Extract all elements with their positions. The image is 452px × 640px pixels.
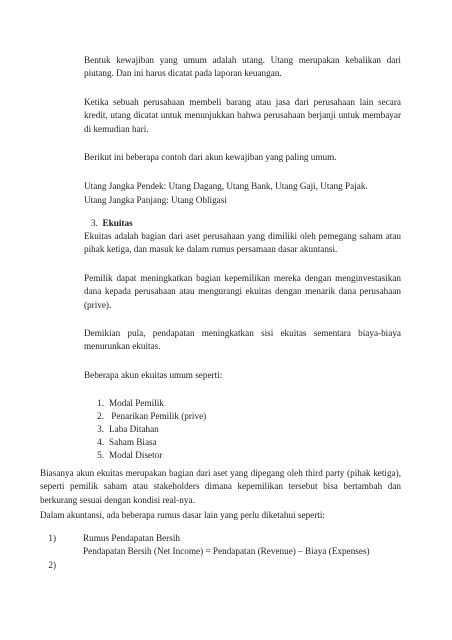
short-term-debt-line: Utang Jangka Pendek: Utang Dagang, Utang Bank, Utang Gaji, Utang Pajak. xyxy=(84,181,368,191)
paragraph-revenue-expense: Demikian pula, pendapatan meningkatkan sisi ekuitas sementara biaya-biaya menurunkan ekuitas. xyxy=(84,328,401,352)
list-item-number: 2. xyxy=(97,411,104,421)
paragraph-owner-investment: Pemilik dapat meningkatkan bagian kepemilikan mereka dengan menginvestasikan dana kepada perusahaan atau mengurangi ekuitas dengan menarik dana perusahaan (prive). xyxy=(84,273,401,310)
paragraph-equity-definition: Ekuitas adalah bagian dari aset perusahaan yang dimiliki oleh pemegang saham atau pihak ketiga, dan masuk ke dalam rumus persamaan dasar akuntansi. xyxy=(84,231,401,255)
formula-number: 2) xyxy=(48,560,56,570)
paragraph-equity-accounts-intro: Beberapa akun ekuitas umum seperti: xyxy=(84,370,223,380)
formula-number: 1) xyxy=(48,533,56,543)
formula-title: Rumus Pendapatan Bersih xyxy=(83,533,180,543)
section-heading xyxy=(91,217,133,230)
list-item-label: Penarikan Pemilik (prive) xyxy=(109,411,207,421)
section-title: Ekuitas xyxy=(102,218,133,228)
list-item-number: 3. xyxy=(97,424,104,434)
formula-body: Pendapatan Bersih (Net Income) = Pendapatan (Revenue) – Biaya (Expenses) xyxy=(83,546,370,557)
list-item-label: Modal Pemilik xyxy=(109,398,164,408)
formula-item xyxy=(40,532,402,558)
long-term-debt-line: Utang Jangka Panjang: Utang Obligasi xyxy=(84,195,227,205)
paragraph-liabilities-intro: Bentuk kewajiban yang umum adalah utang. Utang merupakan kebalikan dari piutang. Dan ini harus dicatat pada laporan keuangan. xyxy=(84,55,401,79)
list-item-label: Saham Biasa xyxy=(109,437,157,447)
paragraph-examples-intro: Berikut ini beberapa contoh dari akun kewajiban yang paling umum. xyxy=(84,152,337,162)
list-item-label: Modal Disetor xyxy=(109,450,163,460)
paragraph-third-party: Biasanya akun ekuitas merupakan bagian dari aset yang dipegang oleh third party (pihak ketiga), seperti pemilik saham atau stakeholders dimana kepemilikan tersebut bisa bertambah dan berkurang sesuai dengan kondisi real-nya. xyxy=(40,468,401,505)
list-item-label: Laba Ditahan xyxy=(109,424,159,434)
section-number: 3. xyxy=(91,218,98,228)
paragraph-credit-purchase: Ketika sebuah perusahaan membeli barang atau jasa dari perusahaan lain secara kredit, utang dicatat untuk menunjukkan bahwa perusahaan berjanji untuk membayar di kemudian hari. xyxy=(84,97,401,134)
list-item-number: 5. xyxy=(97,450,104,460)
paragraph-formulas-intro: Dalam akuntansi, ada beberapa rumus dasar lain yang perlu diketahui seperti: xyxy=(40,510,325,520)
list-item-number: 1. xyxy=(97,398,104,408)
list-item-number: 4. xyxy=(97,437,104,447)
